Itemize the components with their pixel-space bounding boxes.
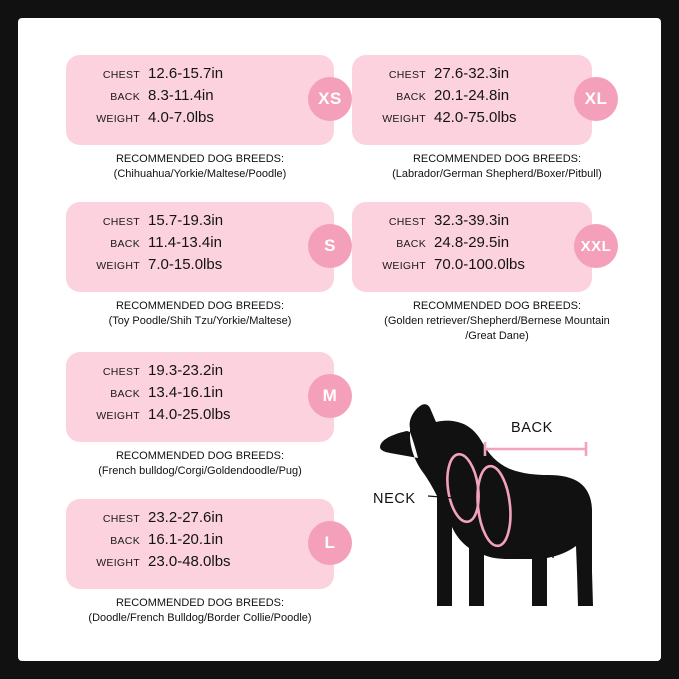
measurement-value: 7.0-15.0lbs — [148, 256, 223, 273]
breeds-line: (Doodle/French Bulldog/Border Collie/Poodle) — [88, 612, 312, 624]
label-back: BACK — [511, 420, 553, 436]
measurement-row — [66, 553, 334, 575]
measurement-row — [352, 212, 592, 234]
measurement-label: CHEST — [102, 216, 140, 228]
size-badge-xs: XS — [308, 77, 352, 121]
measurement-row — [66, 256, 334, 278]
measurement-value: 15.7-19.3in — [148, 212, 224, 229]
measurement-value: 23.2-27.6in — [148, 509, 224, 526]
breeds-line: (Chihuahua/Yorkie/Maltese/Poodle) — [113, 168, 287, 180]
label-chest: CHEST — [506, 546, 559, 562]
measurement-value: 13.4-16.1in — [148, 384, 224, 401]
size-card-xs — [66, 55, 342, 182]
measurement-rows — [352, 65, 592, 131]
measurement-label: WEIGHT — [96, 410, 140, 422]
dog-silhouette-icon — [358, 376, 658, 646]
breeds-title: RECOMMENDED DOG BREEDS: — [115, 450, 285, 462]
size-badge-s: S — [308, 224, 352, 268]
measurement-rows — [66, 362, 334, 428]
measurement-row — [66, 87, 334, 109]
measurement-row — [66, 509, 334, 531]
measurement-label: CHEST — [388, 69, 426, 81]
measurement-value: 27.6-32.3in — [434, 65, 510, 82]
measurement-label: CHEST — [102, 366, 140, 378]
measurement-row — [66, 406, 334, 428]
breeds-line: /Great Dane) — [465, 330, 529, 342]
measurement-rows — [352, 212, 592, 278]
measurement-value: 19.3-23.2in — [148, 362, 224, 379]
size-card-body — [66, 352, 338, 442]
measurement-value: 4.0-7.0lbs — [148, 109, 214, 126]
measurement-value: 32.3-39.3in — [434, 212, 510, 229]
breeds-title: RECOMMENDED DOG BREEDS: — [412, 153, 582, 165]
measurement-row — [66, 384, 334, 406]
measurement-value: 24.8-29.5in — [434, 234, 510, 251]
size-card-xl — [352, 55, 642, 182]
size-card-body — [352, 55, 608, 145]
breeds-title: RECOMMENDED DOG BREEDS: — [412, 300, 582, 312]
measurement-rows — [66, 65, 334, 131]
measurement-label: BACK — [110, 238, 140, 250]
measurement-row — [352, 109, 592, 131]
measurement-value: 11.4-13.4in — [148, 234, 222, 251]
breeds-title: RECOMMENDED DOG BREEDS: — [115, 300, 285, 312]
size-card-s — [66, 202, 334, 329]
measurement-row — [352, 65, 592, 87]
size-card-m — [66, 352, 338, 479]
measurement-value: 42.0-75.0lbs — [434, 109, 517, 126]
measurement-rows — [66, 509, 334, 575]
size-card-l — [66, 499, 334, 626]
measurement-label: BACK — [396, 238, 426, 250]
label-neck: NECK — [373, 491, 416, 507]
recommended-breeds — [352, 152, 642, 182]
measurement-label: BACK — [396, 91, 426, 103]
measurement-row — [66, 362, 334, 384]
measurement-row — [352, 256, 592, 278]
measurement-row — [66, 234, 334, 256]
size-card-body — [66, 55, 342, 145]
size-card-body — [66, 499, 334, 589]
measurement-value: 14.0-25.0lbs — [148, 406, 231, 423]
measurement-label: BACK — [110, 535, 140, 547]
measurement-rows — [66, 212, 334, 278]
recommended-breeds — [66, 449, 334, 479]
breeds-line: (Golden retriever/Shepherd/Bernese Mountain — [384, 315, 610, 327]
measurement-label: CHEST — [102, 513, 140, 525]
measurement-value: 70.0-100.0lbs — [434, 256, 525, 273]
measurement-row — [352, 87, 592, 109]
breeds-title: RECOMMENDED DOG BREEDS: — [115, 153, 285, 165]
measurement-value: 16.1-20.1in — [148, 531, 224, 548]
size-card-body — [66, 202, 334, 292]
measurement-label: BACK — [110, 388, 140, 400]
measurement-row — [66, 531, 334, 553]
measurement-label: BACK — [110, 91, 140, 103]
measurement-row — [66, 109, 334, 131]
size-card-xxl — [352, 202, 642, 344]
size-badge-m: M — [308, 374, 352, 418]
measurement-row — [66, 65, 334, 87]
measurement-value: 12.6-15.7in — [148, 65, 224, 82]
breeds-title: RECOMMENDED DOG BREEDS: — [115, 597, 285, 609]
size-card-body — [352, 202, 612, 292]
measurement-value: 23.0-48.0lbs — [148, 553, 231, 570]
size-chart-columns — [18, 18, 661, 661]
measurement-row — [352, 234, 592, 256]
size-badge-xxl: XXL — [574, 224, 618, 268]
measurement-label: CHEST — [388, 216, 426, 228]
dog-measurement-diagram — [358, 376, 658, 646]
measurement-label: WEIGHT — [382, 260, 426, 272]
measurement-row — [66, 212, 334, 234]
measurement-label: CHEST — [102, 69, 140, 81]
measurement-label: WEIGHT — [382, 113, 426, 125]
recommended-breeds — [66, 299, 334, 329]
recommended-breeds — [66, 152, 334, 182]
breeds-line: (Labrador/German Shepherd/Boxer/Pitbull) — [392, 168, 602, 180]
recommended-breeds — [66, 596, 334, 626]
measurement-value: 8.3-11.4in — [148, 87, 214, 104]
measurement-label: WEIGHT — [96, 260, 140, 272]
measurement-label: WEIGHT — [96, 113, 140, 125]
measurement-label: WEIGHT — [96, 557, 140, 569]
measurement-value: 20.1-24.8in — [434, 87, 510, 104]
size-badge-l: L — [308, 521, 352, 565]
size-chart-page — [18, 18, 661, 661]
breeds-line: (Toy Poodle/Shih Tzu/Yorkie/Maltese) — [108, 315, 292, 327]
size-badge-xl: XL — [574, 77, 618, 121]
breeds-line: (French bulldog/Corgi/Goldendoodle/Pug) — [98, 465, 302, 477]
recommended-breeds — [352, 299, 642, 344]
